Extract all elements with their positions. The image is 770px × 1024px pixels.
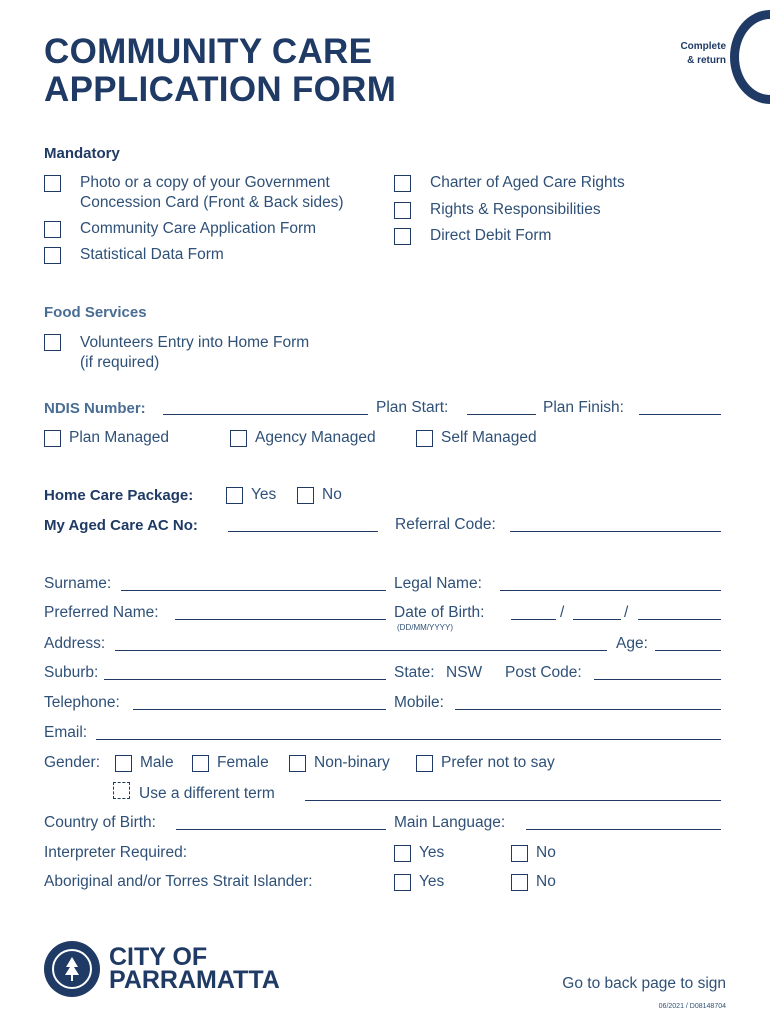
home-care-package-label: Home Care Package: — [44, 487, 194, 504]
aged-care-number-label: My Aged Care AC No: — [44, 517, 198, 534]
suburb-field[interactable] — [104, 679, 386, 680]
mandatory-item-direct-debit: Direct Debit Form — [430, 227, 552, 244]
aboriginal-label: Aboriginal and/or Torres Strait Islander: — [44, 873, 313, 890]
corner-line-2: & return — [687, 55, 726, 66]
checkbox-gender-prefer-not[interactable] — [416, 755, 433, 772]
telephone-label: Telephone: — [44, 694, 120, 711]
referral-code-field[interactable] — [510, 531, 721, 532]
plan-finish-label: Plan Finish: — [543, 399, 624, 416]
city-logo-text — [109, 943, 280, 994]
main-language-label: Main Language: — [394, 814, 506, 831]
agency-managed-label: Agency Managed — [255, 429, 376, 446]
ndis-number-label: NDIS Number: — [44, 400, 146, 417]
checkbox-direct-debit[interactable] — [394, 228, 411, 245]
country-of-birth-label: Country of Birth: — [44, 814, 156, 831]
address-label: Address: — [44, 635, 106, 652]
mandatory-item-concession-card — [80, 173, 344, 213]
checkbox-application-form[interactable] — [44, 221, 61, 238]
concession-line-1: Photo or a copy of your Government — [80, 174, 330, 191]
email-label: Email: — [44, 724, 88, 741]
checkbox-plan-managed[interactable] — [44, 430, 61, 447]
dob-separator-2: / — [624, 604, 629, 621]
checkbox-volunteers-entry[interactable] — [44, 334, 61, 351]
volunteers-line-1: Volunteers Entry into Home Form — [80, 334, 310, 351]
checkbox-charter-rights[interactable] — [394, 175, 411, 192]
address-field[interactable] — [115, 650, 607, 651]
suburb-label: Suburb: — [44, 664, 99, 681]
mobile-label: Mobile: — [394, 694, 444, 711]
aboriginal-no-label: No — [536, 873, 556, 890]
concession-line-2: Concession Card (Front & Back sides) — [80, 194, 344, 211]
volunteers-line-2: (if required) — [80, 354, 160, 371]
state-value: NSW — [446, 664, 483, 681]
interpreter-no-label: No — [536, 844, 556, 861]
complete-return-note — [680, 40, 726, 68]
go-to-back-page-note: Go to back page to sign — [562, 975, 726, 992]
plan-managed-label: Plan Managed — [69, 429, 169, 446]
checkbox-gender-male[interactable] — [115, 755, 132, 772]
age-field[interactable] — [655, 650, 721, 651]
gender-different-term-label: Use a different term — [139, 785, 275, 802]
gender-prefer-not-label: Prefer not to say — [441, 754, 555, 771]
gender-nonbinary-label: Non-binary — [314, 754, 390, 771]
age-label: Age: — [616, 635, 648, 652]
title-line-2: APPLICATION FORM — [44, 70, 397, 109]
main-language-field[interactable] — [526, 829, 721, 830]
mandatory-heading: Mandatory — [44, 145, 120, 162]
gender-male-label: Male — [140, 754, 174, 771]
postcode-field[interactable] — [594, 679, 721, 680]
email-field[interactable] — [96, 739, 721, 740]
document-code: 06/2021 / D08148704 — [658, 1003, 726, 1010]
checkbox-gender-female[interactable] — [192, 755, 209, 772]
preferred-name-field[interactable] — [175, 619, 386, 620]
preferred-name-label: Preferred Name: — [44, 604, 159, 621]
dob-month-field[interactable] — [573, 619, 621, 620]
checkbox-gender-nonbinary[interactable] — [289, 755, 306, 772]
food-item-volunteers-entry — [80, 333, 309, 373]
checkbox-concession-card[interactable] — [44, 175, 61, 192]
plan-start-field[interactable] — [467, 414, 536, 415]
self-managed-label: Self Managed — [441, 429, 537, 446]
gender-female-label: Female — [217, 754, 269, 771]
hcp-yes-label: Yes — [251, 486, 277, 503]
referral-code-label: Referral Code: — [395, 516, 496, 533]
logo-tree-icon — [60, 955, 84, 983]
checkbox-aboriginal-yes[interactable] — [394, 874, 411, 891]
dob-format-hint: (DD/MM/YYYY) — [397, 623, 453, 632]
checkbox-interpreter-no[interactable] — [511, 845, 528, 862]
checkbox-interpreter-yes[interactable] — [394, 845, 411, 862]
dob-day-field[interactable] — [511, 619, 556, 620]
aged-care-number-field[interactable] — [228, 531, 378, 532]
telephone-field[interactable] — [133, 709, 386, 710]
checkbox-self-managed[interactable] — [416, 430, 433, 447]
corner-line-1: Complete — [680, 41, 726, 52]
hcp-no-label: No — [322, 486, 342, 503]
ndis-number-field[interactable] — [163, 414, 368, 415]
checkbox-hcp-no[interactable] — [297, 487, 314, 504]
plan-finish-field[interactable] — [639, 414, 721, 415]
city-logo-emblem — [44, 941, 100, 997]
aboriginal-yes-label: Yes — [419, 873, 445, 890]
food-services-heading: Food Services — [44, 304, 147, 321]
postcode-label: Post Code: — [505, 664, 582, 681]
checkbox-gender-different-term[interactable] — [113, 782, 130, 799]
legal-name-field[interactable] — [500, 590, 721, 591]
surname-label: Surname: — [44, 575, 112, 592]
surname-field[interactable] — [121, 590, 386, 591]
decorative-arc — [730, 10, 770, 104]
mandatory-item-rights-responsibilities: Rights & Responsibilities — [430, 201, 601, 218]
plan-start-label: Plan Start: — [376, 399, 449, 416]
interpreter-label: Interpreter Required: — [44, 844, 188, 861]
form-title — [44, 33, 396, 109]
gender-different-term-field[interactable] — [305, 800, 721, 801]
checkbox-agency-managed[interactable] — [230, 430, 247, 447]
checkbox-rights-responsibilities[interactable] — [394, 202, 411, 219]
mandatory-item-statistical-form: Statistical Data Form — [80, 246, 224, 263]
country-of-birth-field[interactable] — [176, 829, 386, 830]
dob-separator-1: / — [560, 604, 565, 621]
checkbox-hcp-yes[interactable] — [226, 487, 243, 504]
logo-line-1: CITY OF — [109, 943, 208, 971]
logo-line-2: PARRAMATTA — [109, 966, 280, 994]
legal-name-label: Legal Name: — [394, 575, 482, 592]
mandatory-item-charter-rights: Charter of Aged Care Rights — [430, 174, 625, 191]
state-label: State: — [394, 664, 435, 681]
dob-label: Date of Birth: — [394, 604, 485, 621]
gender-label: Gender: — [44, 754, 101, 771]
checkbox-statistical-form[interactable] — [44, 247, 61, 264]
interpreter-yes-label: Yes — [419, 844, 445, 861]
checkbox-aboriginal-no[interactable] — [511, 874, 528, 891]
mobile-field[interactable] — [455, 709, 721, 710]
title-line-1: COMMUNITY CARE — [44, 32, 373, 71]
dob-year-field[interactable] — [638, 619, 721, 620]
mandatory-item-application-form: Community Care Application Form — [80, 220, 317, 237]
